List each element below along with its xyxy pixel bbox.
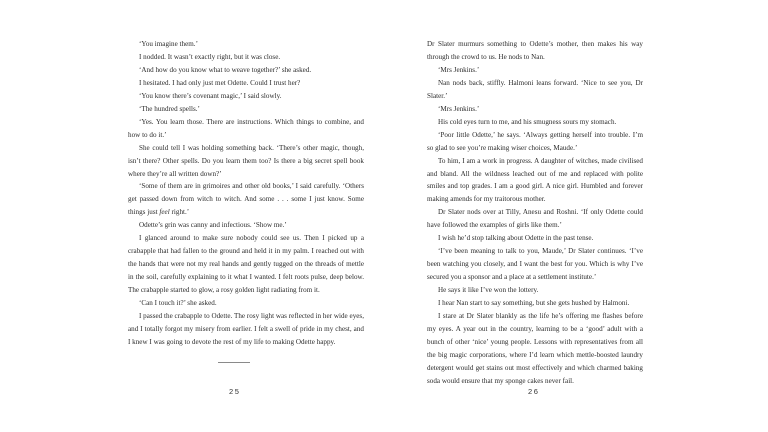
paragraph: He says it like I’ve won the lottery. <box>438 286 539 295</box>
paragraph: ‘Can I touch it?’ she asked. <box>139 299 217 308</box>
paragraph: ‘You know there’s covenant magic,’ I said slowly. <box>139 91 282 100</box>
paragraph: Odette’s grin was canny and infectious. ‘Show me.’ <box>139 221 287 230</box>
paragraph: I hear Nan start to say something, but she gets hushed by Halmoni. <box>438 299 630 308</box>
paragraph: ‘And how do you know what to weave together?’ she asked. <box>139 65 312 74</box>
page-number-left: 25 <box>229 387 241 396</box>
paragraph: ‘The hundred spells.’ <box>139 104 200 113</box>
paragraph: Nan nods back, stiffly. Halmoni leans forward. ‘Nice to see you, Dr Slater.’ <box>427 78 643 100</box>
right-page <box>427 38 643 388</box>
paragraph: I glanced around to make sure nobody could see us. Then I picked up a crabapple that had fallen to the ground and held it in my palm. I reached out with the hands that were not my real hands and gently tugged on the threads of mettle in the soil, carefully explaining to it what I wanted. I felt roots pulse, deep below. The crabapple started to glow, a rosy golden light radiating from it. <box>128 234 364 295</box>
paragraph: I nodded. It wasn’t exactly right, but it was close. <box>139 52 281 61</box>
paragraph: Dr Slater nods over at Tilly, Anesu and Roshni. ‘If only Odette could have followed the examples of girls like them.’ <box>427 208 643 230</box>
paragraph: ‘Yes. You learn those. There are instructions. Which things to combine, and how to do it.’ <box>128 117 364 139</box>
paragraph: Dr Slater murmurs something to Odette’s mother, then makes his way through the crowd to us. He nods to Nan. <box>427 40 643 61</box>
paragraph: ‘Mrs Jenkins.’ <box>438 65 480 74</box>
paragraph: I hesitated. I had only just met Odette. Could I trust her? <box>139 78 301 87</box>
paragraph: I passed the crabapple to Odette. The rosy light was reflected in her wide eyes, and I totally forgot my misery from earlier. I felt a swell of pride in my chest, and I knew I was going to devote the rest of my life to making Odette happy. <box>128 312 364 346</box>
paragraph: I wish he’d stop talking about Odette in the past tense. <box>438 234 594 243</box>
paragraph: His cold eyes turn to me, and his smugness sours my stomach. <box>438 117 617 126</box>
paragraph: ‘Poor little Odette,’ he says. ‘Always getting herself into trouble. I’m so glad to see you’re making wiser choices, Maude.’ <box>427 130 643 152</box>
paragraph: To him, I am a work in progress. A daughter of witches, made civilised and bland. All the wildness leached out of me and replaced with polite smiles and top grades. I am a good girl. A nice girl. Humbled and forever making amends for my traitorous mother. <box>427 156 643 204</box>
emphasis: feel <box>159 208 170 217</box>
paragraph: ‘You imagine them.’ <box>139 40 198 48</box>
paragraph: ‘I’ve been meaning to talk to you, Maude,’ Dr Slater continues. ‘I’ve been watching you closely, and I want the best for you. Which is why I’ve secured you a sponsor and a place at a settlement institute.’ <box>427 247 643 282</box>
paragraph-with-emphasis: ‘Some of them are in grimoires and other old books,’ I said carefully. ‘Others get passed down from witch to witch. And some . . . some I just know. Some things just feel right.’ <box>128 182 364 217</box>
left-page <box>128 38 364 349</box>
paragraph: She could tell I was holding something back. ‘There’s other magic, though, isn’t there? Other spells. Do you learn them too? Is there a big secret spell book where they’re all written down?’ <box>128 143 364 178</box>
paragraph: ‘Mrs Jenkins.’ <box>438 104 480 113</box>
section-divider <box>218 362 250 363</box>
paragraph: I stare at Dr Slater blankly as the life he’s offering me flashes before my eyes. A year out in the country, learning to be a ‘good’ adult with a bunch of other ‘nice’ young people. Lessons with representatives from all the big magic corporations, where I’d learn which mettle-boosted laundry detergent would get stains out most effectively and which charmed baking soda would ensure that my sponge cakes never fail. <box>427 312 643 385</box>
page-number-right: 26 <box>528 387 540 396</box>
